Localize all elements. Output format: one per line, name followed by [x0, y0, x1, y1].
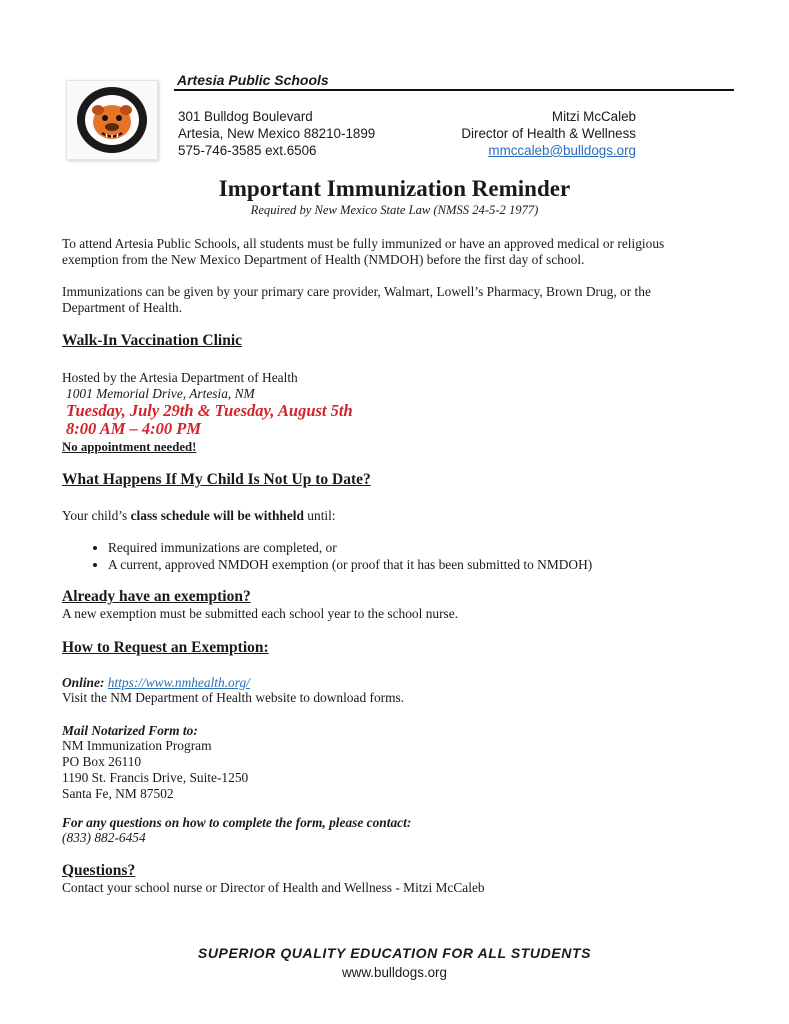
request-heading: How to Request an Exemption:: [62, 639, 269, 656]
contact-title: Director of Health & Wellness: [461, 126, 636, 141]
lead-post: until:: [303, 508, 336, 523]
questions-label: For any questions on how to complete the form, please contact:: [62, 815, 412, 830]
clinic-location: 1001 Memorial Drive, Artesia, NM: [66, 386, 255, 401]
questions-text: Contact your school nurse or Director of Health and Wellness - Mitzi McCaleb: [62, 880, 485, 895]
mail-line: Santa Fe, NM 87502: [62, 786, 174, 801]
page-title: Important Immunization Reminder: [218, 176, 571, 201]
lead-bold: class schedule will be withheld: [130, 508, 304, 523]
list-item: • Required immunizations are completed, or: [108, 539, 592, 556]
district-name: Artesia Public Schools: [177, 72, 329, 88]
intro-paragraph-1: [62, 236, 664, 268]
bulldog-logo-icon: [74, 84, 150, 156]
intro-paragraph-2: [62, 284, 651, 316]
footer-website[interactable]: www.bulldogs.org: [342, 965, 447, 980]
clinic-dates: Tuesday, July 29th & Tuesday, August 5th: [66, 401, 353, 420]
contact-email-link[interactable]: mmccaleb@bulldogs.org: [488, 143, 636, 158]
mail-line: NM Immunization Program: [62, 738, 212, 753]
intro-1-line-b: exemption from the New Mexico Department of Health (NMDOH) before the first day of school.: [62, 252, 585, 267]
clinic-host: Hosted by the Artesia Department of Health: [62, 370, 298, 385]
intro-2-line-a: Immunizations can be given by your primary care provider, Walmart, Lowell’s Pharmacy, Brown Drug, or the: [62, 284, 651, 299]
lead-pre: Your child’s: [62, 508, 131, 523]
contact-name: Mitzi McCaleb: [551, 109, 636, 124]
contact-block: [461, 108, 636, 159]
mail-line: 1190 St. Francis Drive, Suite-1250: [62, 770, 249, 785]
clinic-hours: 8:00 AM – 4:00 PM: [66, 419, 202, 438]
phone: 575-746-3585 ext.6506: [178, 143, 317, 158]
requirements-list: [62, 539, 592, 573]
list-item: • A current, approved NMDOH exemption (or proof that it has been submitted to NMDOH): [108, 556, 592, 573]
header-rule: [174, 89, 734, 91]
school-address: [178, 108, 375, 159]
not-up-to-date-lead: [62, 508, 336, 524]
exemption-text: A new exemption must be submitted each school year to the school nurse.: [62, 606, 459, 621]
mail-label: Mail Notarized Form to:: [62, 723, 198, 738]
address-line-2: Artesia, New Mexico 88210-1899: [178, 126, 376, 141]
exemption-heading: Already have an exemption?: [62, 588, 251, 605]
address-line-1: 301 Bulldog Boulevard: [178, 109, 313, 124]
not-up-to-date-heading: What Happens If My Child Is Not Up to Date?: [62, 471, 371, 488]
intro-1-line-a: To attend Artesia Public Schools, all students must be fully immunized or have an approved medical or religious: [62, 236, 665, 251]
questions-heading: Questions?: [62, 862, 136, 879]
clinic-note: No appointment needed!: [62, 440, 197, 454]
nmhealth-link[interactable]: https://www.nmhealth.org/: [107, 675, 250, 690]
footer-motto: SUPERIOR QUALITY EDUCATION FOR ALL STUDENTS: [197, 945, 592, 961]
online-line: [62, 675, 250, 691]
clinic-heading: Walk-In Vaccination Clinic: [62, 332, 243, 349]
school-logo: [66, 80, 158, 160]
page-subtitle: Required by New Mexico State Law (NMSS 24-5-2 1977): [250, 203, 539, 217]
mail-address: [62, 738, 248, 802]
intro-2-line-b: Department of Health.: [62, 300, 183, 315]
online-text: Visit the NM Department of Health website to download forms.: [62, 690, 405, 705]
online-label: Online:: [62, 675, 105, 690]
mail-line: PO Box 26110: [62, 754, 142, 769]
questions-phone: (833) 882-6454: [62, 830, 146, 845]
